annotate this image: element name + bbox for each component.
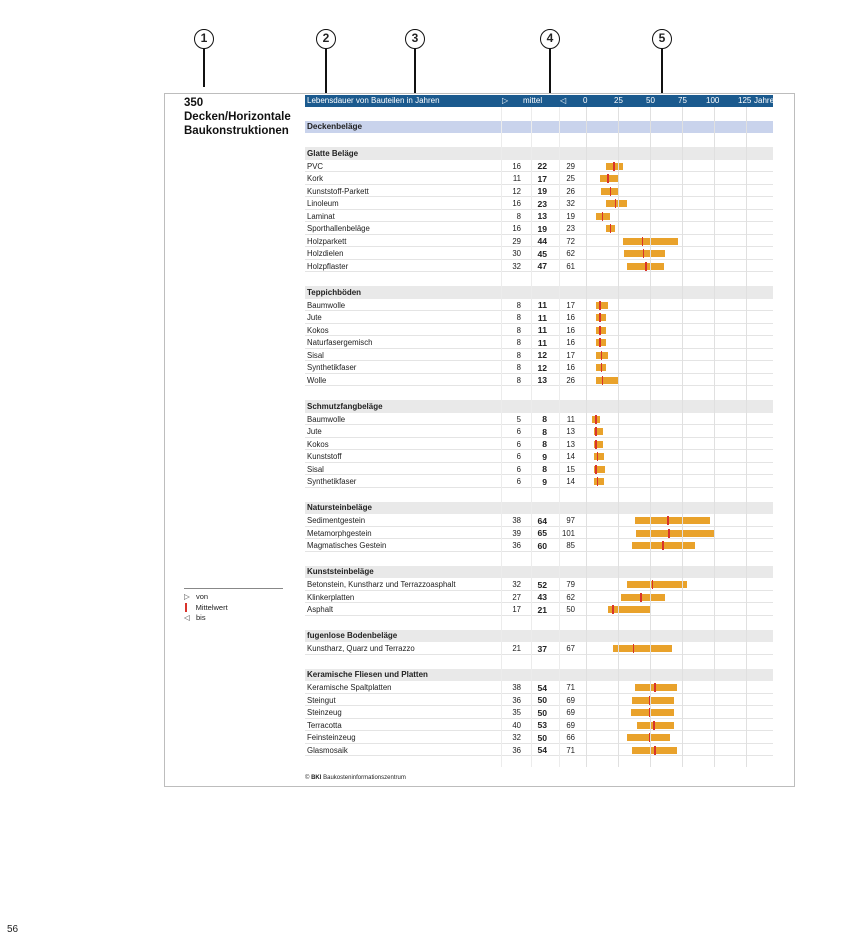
row-mean: 22 — [537, 161, 547, 171]
group-title: fugenlose Bodenbeläge — [307, 631, 398, 640]
row-mean: 8 — [542, 414, 547, 424]
table-row — [305, 681, 773, 694]
table-row — [305, 719, 773, 732]
row-name: PVC — [307, 161, 324, 171]
range-bar — [606, 200, 626, 207]
row-to: 16 — [566, 325, 575, 335]
mean-marker — [649, 708, 651, 717]
mean-marker — [610, 187, 612, 196]
table-row — [305, 539, 773, 552]
callout-3: 3 — [405, 29, 425, 49]
row-from: 6 — [516, 439, 521, 449]
row-from: 36 — [512, 541, 521, 550]
row-to: 16 — [566, 313, 575, 322]
copyright-symbol: © — [305, 775, 310, 781]
range-bar — [596, 314, 606, 321]
row-name: Keramische Spaltplatten — [307, 683, 392, 692]
row-from: 12 — [512, 186, 521, 196]
row-from: 27 — [512, 592, 521, 602]
group-header — [305, 630, 773, 643]
row-mean: 43 — [537, 592, 547, 602]
group-spacer — [305, 655, 773, 669]
row-from: 8 — [516, 350, 521, 360]
row-from: 16 — [512, 161, 521, 171]
mean-marker — [607, 174, 609, 183]
row-mean: 50 — [537, 732, 547, 743]
row-name: Sisal — [307, 464, 324, 474]
von-symbol: ▷ — [184, 592, 190, 601]
row-name: Kokos — [307, 439, 329, 449]
row-name: Holzdielen — [307, 249, 344, 258]
range-bar — [637, 722, 674, 729]
row-from: 32 — [512, 580, 521, 589]
row-name: Jute — [307, 313, 322, 322]
row-to: 13 — [566, 439, 575, 449]
table-row — [305, 374, 773, 387]
row-mean: 65 — [537, 528, 547, 538]
row-name: Kokos — [307, 325, 329, 335]
row-name: Holzpflaster — [307, 261, 349, 271]
group-title: Keramische Fliesen und Platten — [307, 670, 428, 679]
row-from: 17 — [512, 605, 521, 614]
group-title: Schmutzfangbeläge — [307, 401, 383, 411]
row-from: 36 — [512, 745, 521, 755]
row-from: 8 — [516, 375, 521, 385]
row-name: Glasmosaik — [307, 745, 348, 755]
row-mean: 50 — [537, 707, 547, 718]
range-bar — [594, 453, 604, 460]
row-to: 13 — [566, 427, 575, 436]
table-row — [305, 603, 773, 616]
legend-von — [184, 592, 283, 603]
category-bar — [305, 121, 773, 133]
mean-marker — [602, 212, 604, 221]
row-mean: 13 — [537, 211, 547, 221]
mean-marker — [645, 262, 647, 271]
table-row — [305, 438, 773, 451]
header-unit: Jahre — [754, 96, 775, 105]
range-bar — [608, 606, 650, 613]
row-name: Laminat — [307, 211, 335, 221]
copyright-text: Baukosteninformationszentrum — [323, 775, 406, 781]
table-row — [305, 160, 773, 173]
table-row — [305, 247, 773, 260]
row-to: 50 — [566, 605, 575, 614]
table-row — [305, 197, 773, 210]
range-bar — [596, 377, 619, 384]
row-mean: 8 — [542, 439, 547, 449]
mean-marker — [599, 326, 601, 335]
legend — [184, 588, 283, 624]
range-bar — [613, 645, 672, 652]
mean-marker — [610, 224, 612, 233]
row-from: 32 — [512, 261, 521, 271]
mean-marker — [599, 313, 601, 322]
row-mean: 21 — [537, 604, 547, 615]
row-from: 40 — [512, 720, 521, 730]
table-header — [305, 95, 773, 107]
table-row — [305, 744, 773, 757]
row-name: Terracotta — [307, 720, 342, 730]
row-mean: 19 — [537, 223, 547, 234]
row-name: Baumwolle — [307, 414, 346, 424]
callout-1: 1 — [194, 29, 214, 49]
mean-marker — [615, 199, 617, 208]
row-mean: 12 — [537, 350, 547, 360]
row-mean: 54 — [537, 745, 547, 755]
mean-marker-icon — [185, 603, 187, 612]
row-name: Naturfasergemisch — [307, 338, 373, 347]
row-from: 39 — [512, 528, 521, 538]
group-spacer — [305, 552, 773, 566]
group-header — [305, 400, 773, 413]
range-bar — [596, 302, 608, 309]
row-mean: 11 — [537, 312, 547, 323]
row-to: 17 — [566, 350, 575, 360]
row-from: 6 — [516, 452, 521, 461]
row-name: Steinzeug — [307, 708, 342, 717]
mean-marker — [640, 593, 642, 602]
row-mean: 17 — [537, 173, 547, 184]
row-to: 11 — [566, 414, 575, 424]
table-row — [305, 311, 773, 324]
row-mean: 13 — [537, 375, 547, 385]
row-from: 38 — [512, 516, 521, 525]
mean-marker — [668, 529, 670, 538]
row-name: Wolle — [307, 375, 327, 385]
table-row — [305, 642, 773, 655]
legend-bis-label: bis — [196, 613, 206, 622]
mean-marker — [633, 644, 635, 653]
row-from: 35 — [512, 708, 521, 717]
row-name: Synthetikfaser — [307, 363, 357, 372]
mean-marker — [667, 516, 669, 525]
row-from: 6 — [516, 477, 521, 486]
page-number: 56 — [7, 924, 19, 935]
row-from: 8 — [516, 338, 521, 347]
row-name: Steingut — [307, 695, 336, 705]
row-to: 62 — [566, 249, 575, 258]
row-to: 32 — [566, 199, 575, 208]
row-to: 71 — [566, 745, 575, 755]
mean-marker — [662, 541, 664, 550]
row-name: Sporthallenbeläge — [307, 224, 370, 233]
row-name: Magmatisches Gestein — [307, 541, 387, 550]
table-row — [305, 527, 773, 540]
row-name: Holzparkett — [307, 236, 347, 246]
group-title: Kunststeinbeläge — [307, 567, 374, 576]
table-row — [305, 185, 773, 198]
row-from: 16 — [512, 199, 521, 208]
row-from: 29 — [512, 236, 521, 246]
group-spacer — [305, 386, 773, 400]
row-to: 23 — [566, 224, 575, 233]
row-name: Sedimentgestein — [307, 516, 366, 525]
axis-tick-100: 100 — [706, 96, 720, 105]
row-mean: 64 — [537, 515, 547, 526]
group-header — [305, 566, 773, 579]
row-to: 14 — [566, 452, 575, 461]
mean-marker — [652, 580, 654, 589]
row-to: 67 — [566, 644, 575, 653]
mean-marker — [595, 465, 597, 474]
table-row — [305, 349, 773, 362]
table-row — [305, 324, 773, 337]
table-row — [305, 591, 773, 604]
row-mean: 9 — [542, 476, 547, 487]
row-to: 69 — [566, 720, 575, 730]
header-to-symbol: ◁ — [560, 96, 567, 105]
mean-marker — [649, 733, 651, 742]
mean-marker — [642, 237, 644, 246]
mean-marker — [612, 605, 614, 614]
row-name: Linoleum — [307, 199, 339, 208]
row-to: 14 — [566, 477, 575, 486]
legend-bis — [184, 613, 283, 624]
header-title: Lebensdauer von Bauteilen in Jahren — [307, 96, 440, 105]
mean-marker — [595, 427, 597, 436]
range-bar — [636, 530, 715, 537]
legend-von-label: von — [196, 592, 209, 601]
table-row — [305, 463, 773, 476]
mean-marker — [599, 301, 601, 310]
range-bar — [600, 175, 618, 182]
row-mean: 52 — [537, 579, 547, 590]
row-to: 66 — [566, 733, 575, 742]
range-bar — [596, 327, 606, 334]
group-spacer — [305, 272, 773, 286]
row-name: Metamorphgestein — [307, 528, 372, 538]
row-mean: 37 — [537, 643, 547, 654]
table-row — [305, 235, 773, 248]
copyright — [305, 775, 406, 781]
table-row — [305, 450, 773, 463]
bis-symbol: ◁ — [184, 613, 190, 622]
group-header — [305, 669, 773, 682]
row-from: 8 — [516, 363, 521, 372]
lifespan-table — [305, 95, 773, 756]
row-mean: 9 — [542, 451, 547, 462]
row-mean: 44 — [537, 236, 547, 246]
mean-marker — [649, 696, 651, 705]
row-mean: 60 — [537, 540, 547, 551]
row-from: 8 — [516, 325, 521, 335]
row-from: 5 — [516, 414, 521, 424]
row-to: 101 — [561, 528, 575, 538]
header-mean-label: mittel — [523, 96, 543, 105]
range-bar — [632, 697, 674, 704]
table-row — [305, 706, 773, 719]
copyright-brand: BKI — [311, 775, 322, 781]
row-name: Feinsteinzeug — [307, 733, 356, 742]
mean-marker — [613, 162, 615, 171]
range-bar — [596, 339, 606, 346]
row-name: Sisal — [307, 350, 324, 360]
row-to: 26 — [566, 375, 575, 385]
table-row — [305, 336, 773, 349]
row-to: 72 — [566, 236, 575, 246]
mean-marker — [601, 351, 603, 360]
axis-tick-25: 25 — [614, 96, 623, 105]
row-mean: 11 — [537, 337, 547, 348]
row-mean: 8 — [542, 426, 547, 437]
row-to: 61 — [566, 261, 575, 271]
table-row — [305, 425, 773, 438]
group-spacer — [305, 616, 773, 630]
row-name: Baumwolle — [307, 300, 346, 310]
row-from: 8 — [516, 313, 521, 322]
row-to: 26 — [566, 186, 575, 196]
row-to: 97 — [566, 516, 575, 525]
row-mean: 23 — [537, 198, 547, 209]
range-bar — [631, 709, 675, 716]
range-bar — [627, 581, 687, 588]
row-from: 32 — [512, 733, 521, 742]
group-header — [305, 502, 773, 515]
row-from: 30 — [512, 249, 521, 258]
table-row — [305, 260, 773, 273]
range-bar — [623, 238, 678, 245]
group-spacer — [305, 133, 773, 147]
row-name: Synthetikfaser — [307, 477, 357, 486]
axis-tick-125: 125 — [738, 96, 752, 105]
chapter-number: 350 — [184, 97, 204, 109]
range-bar — [594, 478, 604, 485]
row-to: 25 — [566, 174, 575, 183]
row-to: 17 — [566, 300, 575, 310]
row-mean: 19 — [537, 186, 547, 196]
range-bar — [621, 594, 666, 601]
row-to: 16 — [566, 338, 575, 347]
range-bar — [635, 517, 711, 524]
row-from: 21 — [512, 644, 521, 653]
callout-4: 4 — [540, 29, 560, 49]
row-to: 29 — [566, 161, 575, 171]
group-title: Teppichböden — [307, 287, 362, 297]
range-bar — [624, 250, 665, 257]
header-from-symbol: ▷ — [502, 96, 509, 105]
table-row — [305, 694, 773, 707]
mean-marker — [599, 338, 601, 347]
row-name: Kunststoff — [307, 452, 342, 461]
table-row — [305, 413, 773, 426]
chapter-heading — [184, 96, 291, 138]
mean-marker — [601, 363, 603, 372]
table-row — [305, 475, 773, 488]
mean-marker — [643, 249, 645, 258]
row-to: 69 — [566, 695, 575, 705]
callout-1-line — [203, 49, 205, 87]
axis-tick-75: 75 — [678, 96, 687, 105]
group-spacer — [305, 488, 773, 502]
group-title: Glatte Beläge — [307, 148, 359, 158]
mean-marker — [595, 415, 597, 424]
mean-marker — [654, 746, 656, 755]
axis-tick-0: 0 — [583, 96, 588, 105]
group-header — [305, 147, 773, 160]
row-name: Kunststoff-Parkett — [307, 186, 369, 196]
row-to: 62 — [566, 592, 575, 602]
group-title: Natursteinbeläge — [307, 503, 372, 512]
mean-marker — [597, 452, 599, 461]
row-name: Klinkerplatten — [307, 592, 355, 602]
row-name: Kunstharz, Quarz und Terrazzo — [307, 644, 415, 653]
row-from: 16 — [512, 224, 521, 233]
table-row — [305, 172, 773, 185]
category-title: Deckenbeläge — [307, 122, 363, 131]
row-to: 16 — [566, 363, 575, 372]
row-from: 6 — [516, 427, 521, 436]
row-mean: 8 — [542, 464, 547, 474]
row-to: 85 — [566, 541, 575, 550]
mean-marker — [654, 683, 656, 692]
row-mean: 50 — [537, 695, 547, 705]
table-row — [305, 514, 773, 527]
row-to: 15 — [566, 464, 575, 474]
row-mean: 11 — [537, 300, 547, 310]
row-to: 19 — [566, 211, 575, 221]
table-row — [305, 299, 773, 312]
row-from: 8 — [516, 211, 521, 221]
chapter-title-line1: Decken/Horizontale — [184, 111, 291, 123]
row-from: 38 — [512, 683, 521, 692]
row-from: 11 — [512, 174, 521, 183]
chapter-title-line2: Baukonstruktionen — [184, 125, 289, 137]
table-row — [305, 361, 773, 374]
callout-2: 2 — [316, 29, 336, 49]
row-name: Jute — [307, 427, 322, 436]
legend-mittelwert — [184, 603, 283, 614]
legend-mittelwert-label: Mittelwert — [195, 602, 228, 612]
row-mean: 47 — [537, 261, 547, 271]
row-from: 36 — [512, 695, 521, 705]
row-name: Asphalt — [307, 605, 334, 614]
mean-marker — [597, 477, 599, 486]
row-to: 69 — [566, 708, 575, 717]
mean-marker — [653, 721, 655, 730]
row-from: 8 — [516, 300, 521, 310]
row-to: 79 — [566, 580, 575, 589]
row-mean: 45 — [537, 248, 547, 259]
table-row — [305, 210, 773, 223]
mean-marker — [595, 440, 597, 449]
row-from: 6 — [516, 464, 521, 474]
table-row — [305, 222, 773, 235]
row-mean: 53 — [537, 720, 547, 730]
axis-tick-50: 50 — [646, 96, 655, 105]
row-name: Kork — [307, 174, 324, 183]
row-to: 71 — [566, 683, 575, 692]
table-row — [305, 731, 773, 744]
row-mean: 12 — [537, 362, 547, 373]
table-row — [305, 578, 773, 591]
mean-marker — [602, 376, 604, 385]
row-mean: 11 — [537, 325, 547, 335]
row-name: Betonstein, Kunstharz und Terrazzoasphalt — [307, 580, 456, 589]
group-header — [305, 286, 773, 299]
row-mean: 54 — [537, 682, 547, 693]
callout-5: 5 — [652, 29, 672, 49]
